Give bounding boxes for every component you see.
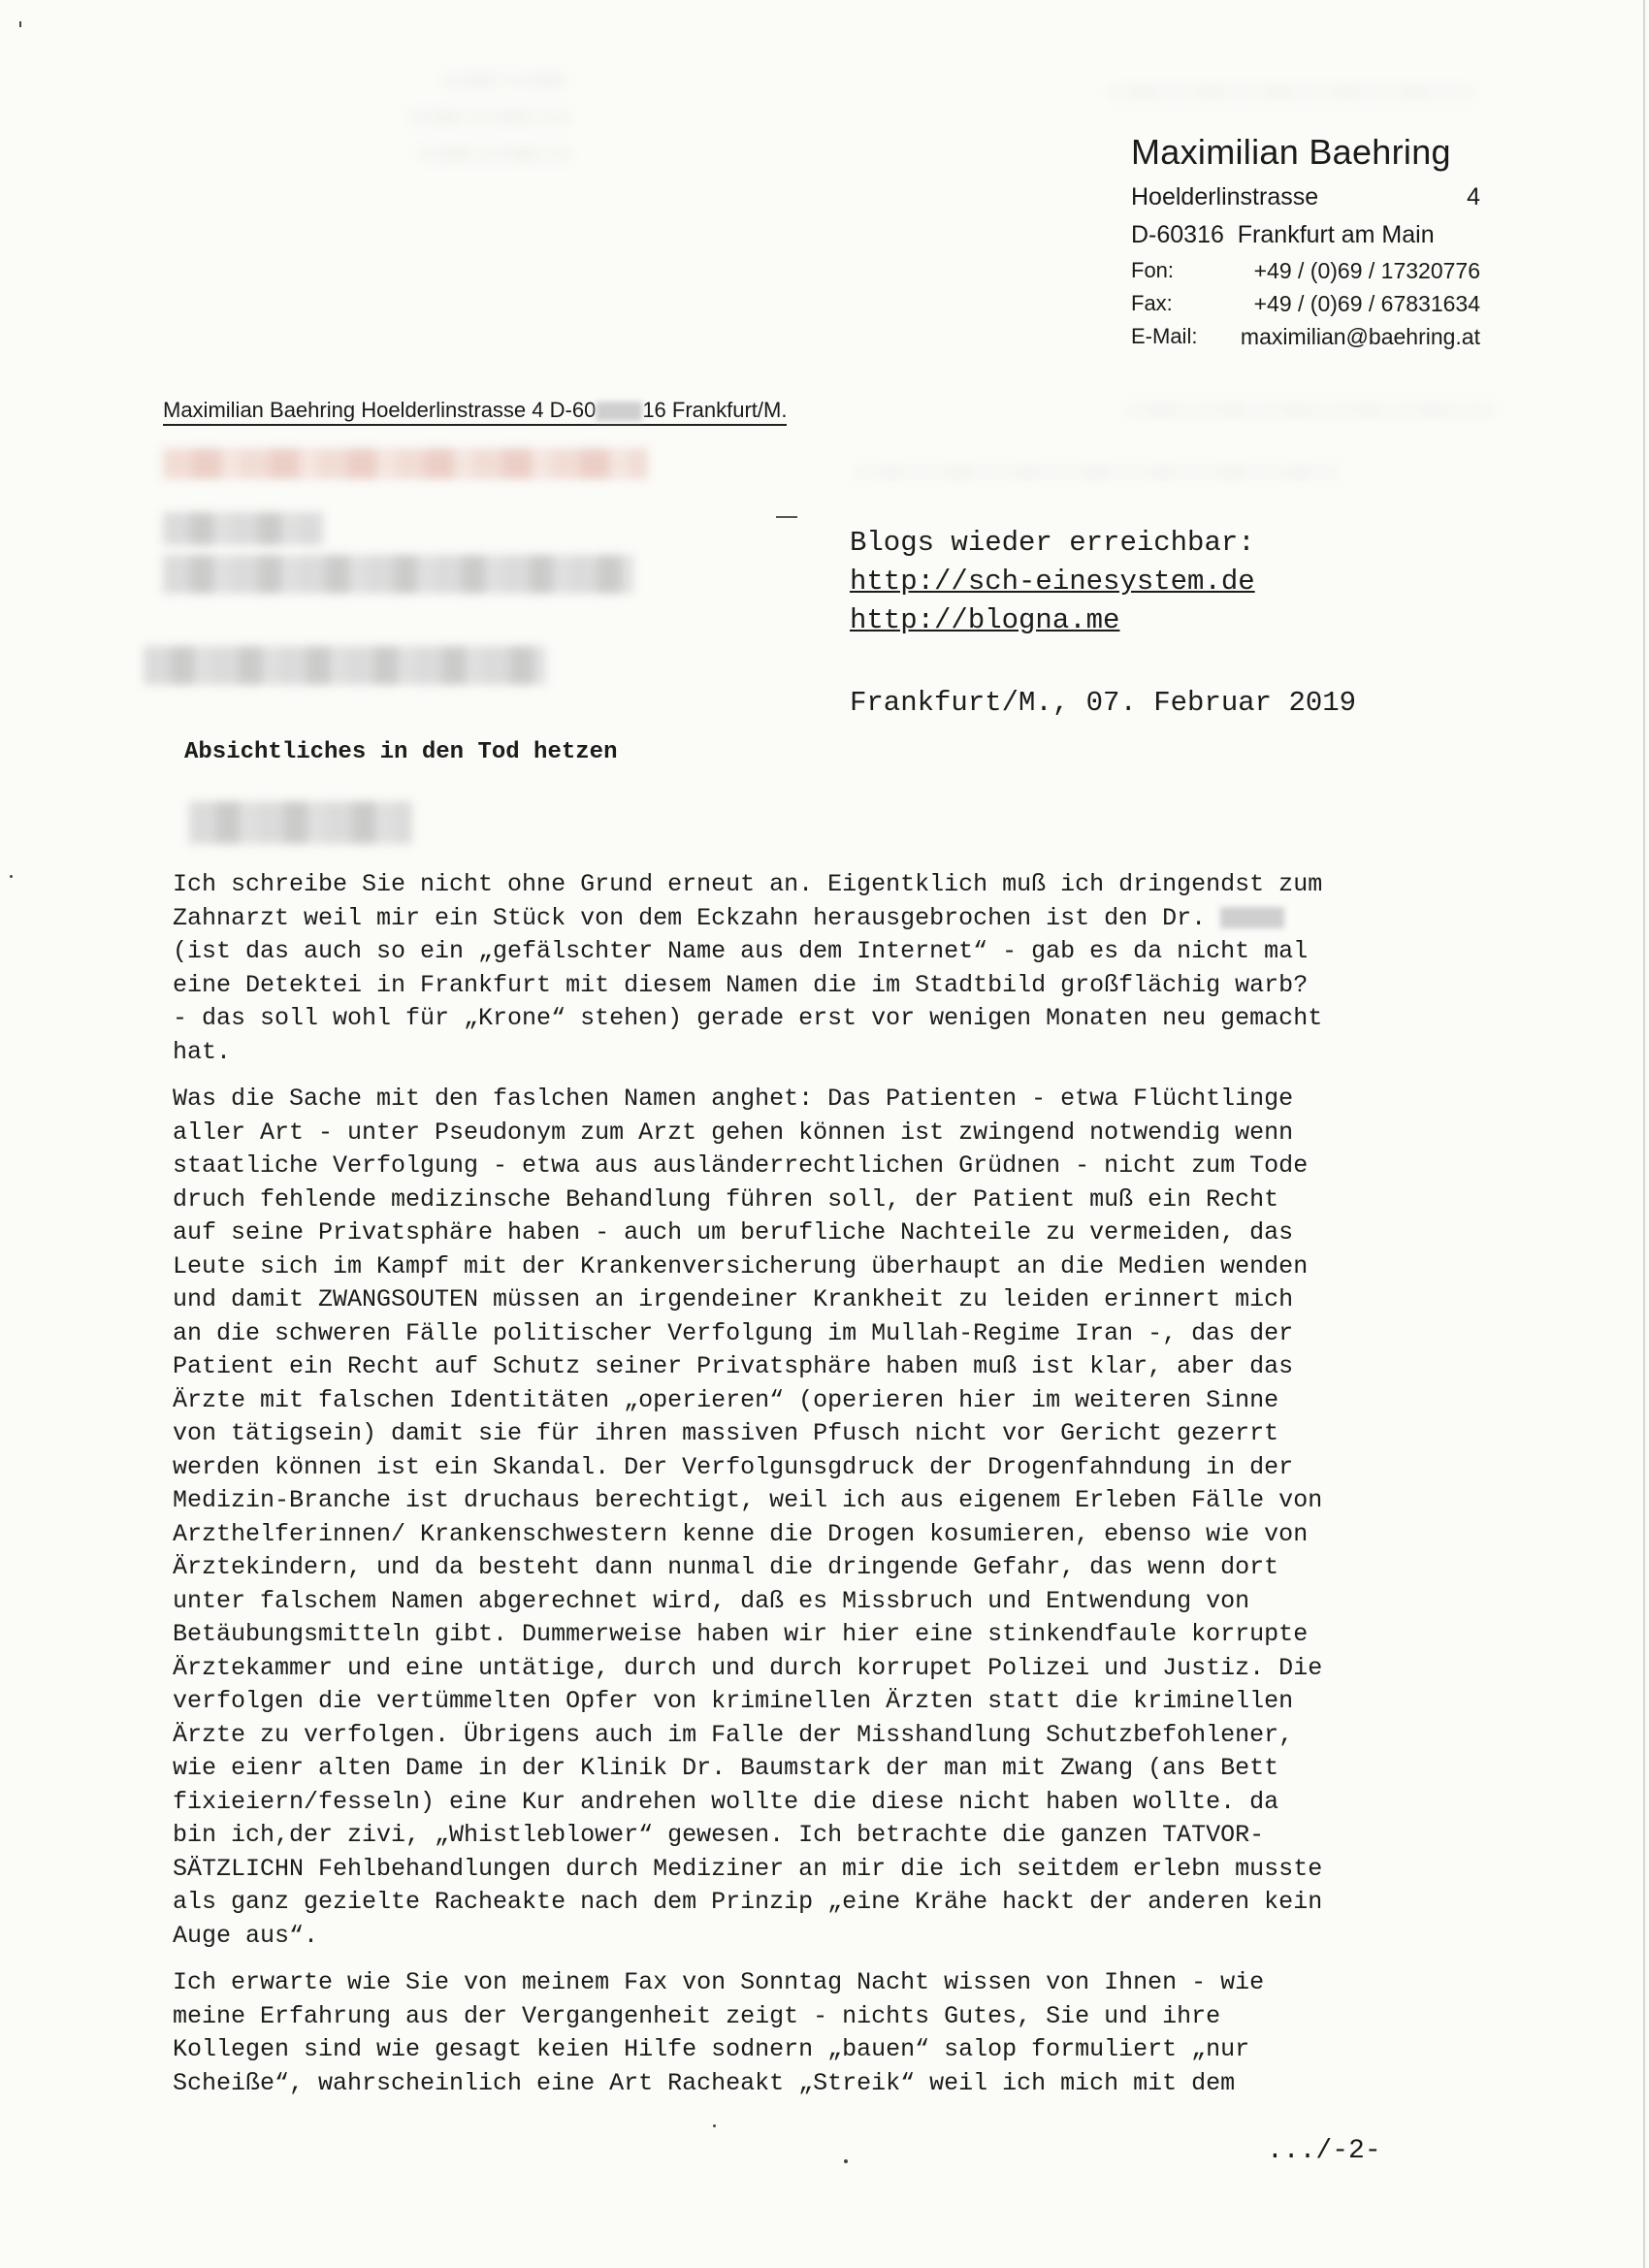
body-line: (ist das auch so ein „gefälschter Name aus dem Internet“ - gab es da nicht mal [173,937,1309,965]
redacted-recipient-line-2 [163,512,323,545]
paragraph-2 [173,1083,1405,1953]
blogs-heading: Blogs wieder erreichbar: [850,527,1255,559]
blogs-block [850,524,1255,640]
body-line: und damit ZWANGSOUTEN müssen an irgendeiner Krankheit zu leiden erinnert mich [173,1285,1294,1313]
sender-text-before: Maximilian Baehring Hoelderlinstrasse 4 D-60 [163,398,597,422]
scan-speck [19,21,21,27]
sender-text-after: 16 Frankfurt/M. [642,398,788,422]
letterhead-fax-row [1131,287,1480,320]
redacted-recipient-line-4 [144,646,546,685]
fax-value: +49 / (0)69 / 67831634 [1253,291,1480,316]
fon-value: +49 / (0)69 / 17320776 [1253,258,1480,283]
body-line: als ganz gezielte Racheakte nach dem Prinzip „eine Krähe hackt der anderen kein [173,1888,1323,1916]
body-line: Ärzte mit falschen Identitäten „operieren“ (operieren hier im weiteren Sinne [173,1385,1279,1414]
body-line: fixieiern/fesseln) eine Kur andrehen wollte die diese nicht haben wollte. da [173,1787,1279,1816]
body-line: hat. [173,1037,232,1066]
redacted-name [1220,907,1284,928]
body-line: verfolgen die vertümmelten Opfer von kriminellen Ärzten statt die kriminellen [173,1687,1294,1715]
blog-link-1[interactable]: http://sch-einesystem.de [850,566,1255,598]
redacted-recipient-line-3 [163,555,633,594]
body-line: bin ich,der zivi, „Whistleblower“ gewesen. Ich betrachte die ganzen TATVOR- [173,1821,1265,1849]
fold-mark [776,516,797,518]
body-line: Arzthelferinnen/ Krankenschwestern kenne die Drogen kosumieren, ebenso wie von [173,1519,1309,1548]
body-line-text: Zahnarzt weil mir ein Stück von dem Eckzahn herausgebrochen ist den Dr. [173,903,1221,932]
bleed-through-mark [407,109,572,126]
body-line: Ärzte zu verfolgen. Übrigens auch im Falle der Misshandlung Schutzbefohlener, [173,1720,1294,1749]
letterhead-house-number: 4 [1467,183,1480,211]
date-line: Frankfurt/M., 07. Februar 2019 [850,687,1357,719]
page-continuation-marker: .../-2- [1267,2136,1381,2166]
redacted-recipient-line-1 [163,448,648,479]
body-line: aller Art - unter Pseudonym zum Arzt gehen können ist zwingend notwendig wenn [173,1118,1294,1147]
body-line: Patient ein Recht auf Schutz seiner Privatsphäre haben muß ist klar, aber das [173,1352,1294,1380]
email-value: maximilian@baehring.at [1240,324,1480,349]
body-line: - das soll wohl für „Krone“ stehen) gerade erst vor wenigen Monaten neu gemacht [173,1004,1323,1032]
scan-speck [10,875,13,878]
bleed-through-mark [417,146,572,163]
body-line: Leute sich im Kampf mit der Krankenversicherung überhaupt an die Medien wenden [173,1251,1309,1280]
body-line: Auge aus“. [173,1921,319,1950]
body-line: wie eienr alten Dame in der Klinik Dr. Baumstark der man mit Zwang (ans Bett [173,1754,1279,1782]
body-line: werden können ist ein Skandal. Der Verfolgunsgdruck der Drogenfahndung in der [173,1452,1294,1481]
subject-line: Absichtliches in den Tod hetzen [184,739,618,765]
bleed-through-mark [441,72,567,89]
body-line: Ich schreibe Sie nicht ohne Grund erneut an. Eigentklich muß ich dringendst zum [173,870,1323,898]
bleed-through-mark [1106,83,1474,101]
email-label: E-Mail: [1131,324,1198,348]
sender-return-address [163,398,787,426]
paragraph-3 [173,1966,1405,2100]
body-line: Kollegen sind wie gesagt keien Hilfe sodnern „bauen“ salop formuliert „nur [173,2035,1250,2063]
letterhead-street: Hoelderlinstrasse [1131,183,1319,211]
letter-body [173,868,1405,2114]
scan-edge [1643,0,1645,2268]
body-line: an die schweren Fälle politischer Verfolgung im Mullah-Regime Iran -, das der [173,1318,1294,1347]
redacted-salutation [189,801,412,844]
body-line: unter falschem Namen abgerechnet wird, daß es Missbruch und Entwendung von [173,1586,1250,1615]
body-line: meine Erfahrung aus der Vergangenheit zeigt - nichts Gutes, Sie und ihre [173,2001,1221,2030]
body-line: auf seine Privatsphäre haben - auch um berufliche Nachteile zu vermeiden, das [173,1218,1294,1247]
bleed-through-mark [854,464,1339,481]
redacted-digit [596,402,642,421]
body-line: Ärztekammer und eine untätige, durch und durch korrupet Polizei und Justiz. Die [173,1653,1323,1682]
scan-speck [713,2124,716,2127]
paragraph-1 [173,868,1405,1069]
scan-speck [844,2159,848,2163]
fon-label: Fon: [1131,258,1175,282]
letterhead-name: Maximilian Baehring [1131,132,1451,172]
letterhead-email-row [1131,320,1480,353]
body-line: eine Detektei in Frankfurt mit diesem Namen die im Stadtbild großflächig warb? [173,970,1309,999]
letterhead [1131,132,1480,353]
body-line: SÄTZLICHN Fehlbehandlungen durch Mediziner an mir die ich seitdem erlebn musste [173,1854,1323,1883]
body-line: staatliche Verfolgung - etwa aus ausländerrechtlichen Grüdnen - nicht zum Tode [173,1151,1309,1180]
letterhead-street-row [1131,178,1480,216]
body-line [173,902,1405,936]
blog-link-2[interactable]: http://blogna.me [850,604,1120,636]
body-line: Betäubungsmitteln gibt. Dummerweise haben wir hier eine stinkendfaule korrupte [173,1620,1309,1648]
body-line: druch fehlende medizinsche Behandlung führen soll, der Patient muß ein Recht [173,1184,1279,1214]
body-line: Ärztekindern, und da besteht dann nunmal die dringende Gefahr, das wenn dort [173,1553,1279,1581]
fax-label: Fax: [1131,291,1173,315]
letterhead-city-row [1131,216,1480,254]
body-line: Ich erwarte wie Sie von meinem Fax von Sonntag Nacht wissen von Ihnen - wie [173,1968,1265,1996]
body-line: von tätigsein) damit sie für ihren massiven Pfusch nicht vor Gericht gezerrt [173,1419,1279,1447]
letterhead-city: D-60316 Frankfurt am Main [1131,221,1435,248]
body-line: Medizin-Branche ist druchaus berechtigt, weil ich aus eigenem Erleben Fälle von [173,1486,1323,1514]
bleed-through-mark [1125,402,1494,419]
body-line: Scheiße“, wahrscheinlich eine Art Racheakt „Streik“ weil ich mich mit dem [173,2068,1236,2097]
letterhead-fon-row [1131,254,1480,287]
body-line: Was die Sache mit den faslchen Namen anghet: Das Patienten - etwa Flüchtlinge [173,1085,1294,1113]
